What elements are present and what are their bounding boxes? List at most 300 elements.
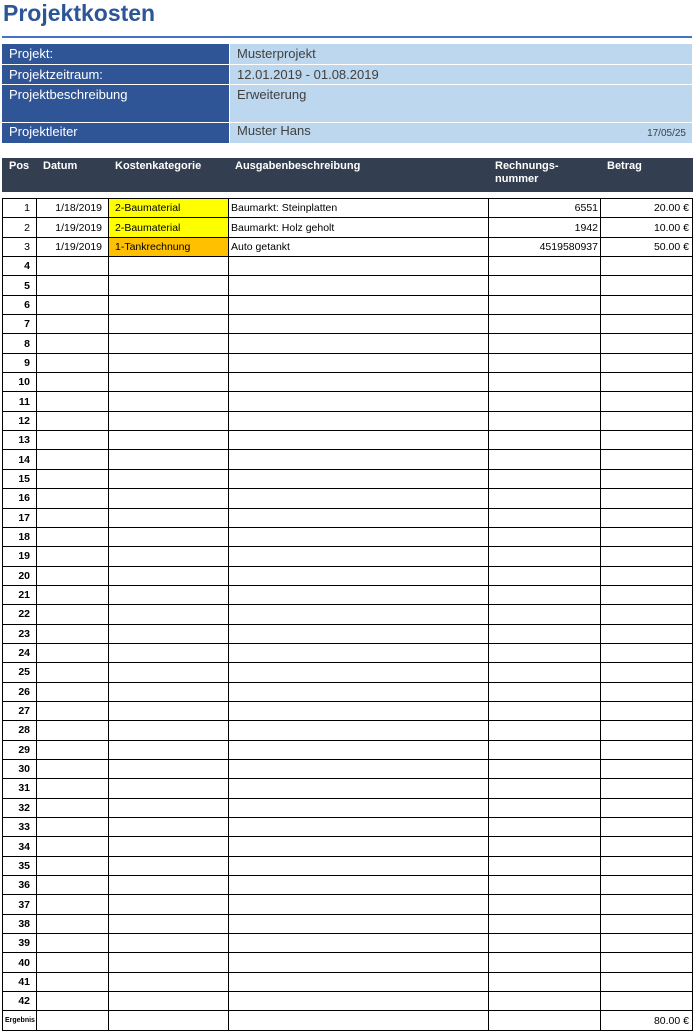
cell-beschreibung[interactable] xyxy=(229,450,489,469)
cell-datum[interactable] xyxy=(37,972,109,991)
cell-pos[interactable]: 31 xyxy=(3,779,37,798)
cell-pos[interactable]: 25 xyxy=(3,663,37,682)
header-kategorie: Kostenkategorie xyxy=(109,159,229,192)
cell-betrag[interactable]: 20.00 € xyxy=(601,199,693,218)
cell-rechnungsnummer[interactable]: 4519580937 xyxy=(489,237,601,256)
cell-beschreibung[interactable] xyxy=(229,353,489,372)
cell-pos[interactable]: 38 xyxy=(3,914,37,933)
cell-beschreibung[interactable] xyxy=(229,972,489,991)
header-gap xyxy=(3,192,693,199)
cell-beschreibung[interactable] xyxy=(229,392,489,411)
cell-rechnungsnummer[interactable] xyxy=(489,701,601,720)
cell-pos[interactable]: 9 xyxy=(3,353,37,372)
cell-pos[interactable]: 42 xyxy=(3,992,37,1011)
cell-kategorie[interactable] xyxy=(109,469,229,488)
cell-pos[interactable]: 10 xyxy=(3,373,37,392)
cell-beschreibung[interactable] xyxy=(229,934,489,953)
table-row xyxy=(3,373,693,392)
total-empty-cell xyxy=(489,1011,601,1030)
cell-betrag[interactable] xyxy=(601,469,693,488)
cell-kategorie[interactable] xyxy=(109,257,229,276)
cell-beschreibung[interactable] xyxy=(229,295,489,314)
cell-kategorie[interactable] xyxy=(109,508,229,527)
cell-pos[interactable]: 41 xyxy=(3,972,37,991)
cell-kategorie[interactable] xyxy=(109,818,229,837)
cell-pos[interactable]: 4 xyxy=(3,257,37,276)
cell-datum[interactable] xyxy=(37,837,109,856)
cell-rechnungsnummer[interactable] xyxy=(489,837,601,856)
cell-pos[interactable]: 34 xyxy=(3,837,37,856)
cell-datum[interactable] xyxy=(37,508,109,527)
project-date: 17/05/25 xyxy=(647,128,686,139)
cell-betrag[interactable] xyxy=(601,276,693,295)
table-row xyxy=(3,276,693,295)
cell-pos[interactable]: 11 xyxy=(3,392,37,411)
cell-pos[interactable]: 39 xyxy=(3,934,37,953)
cell-kategorie[interactable] xyxy=(109,663,229,682)
cell-betrag[interactable] xyxy=(601,895,693,914)
cell-beschreibung[interactable] xyxy=(229,914,489,933)
cell-rechnungsnummer[interactable] xyxy=(489,469,601,488)
cell-beschreibung[interactable] xyxy=(229,740,489,759)
cell-datum[interactable] xyxy=(37,992,109,1011)
cell-rechnungsnummer[interactable] xyxy=(489,353,601,372)
cell-rechnungsnummer[interactable] xyxy=(489,663,601,682)
table-row xyxy=(3,334,693,353)
cell-betrag[interactable] xyxy=(601,663,693,682)
cell-datum[interactable] xyxy=(37,585,109,604)
cell-datum[interactable] xyxy=(37,450,109,469)
cell-beschreibung[interactable] xyxy=(229,547,489,566)
cell-pos[interactable]: 23 xyxy=(3,624,37,643)
cell-rechnungsnummer[interactable] xyxy=(489,411,601,430)
cell-pos[interactable]: 35 xyxy=(3,856,37,875)
cell-beschreibung[interactable] xyxy=(229,759,489,778)
cell-datum[interactable] xyxy=(37,489,109,508)
cell-pos[interactable]: 6 xyxy=(3,295,37,314)
cell-rechnungsnummer[interactable] xyxy=(489,856,601,875)
cell-rechnungsnummer[interactable] xyxy=(489,547,601,566)
cell-datum[interactable] xyxy=(37,257,109,276)
table-row xyxy=(3,643,693,662)
cell-rechnungsnummer[interactable] xyxy=(489,334,601,353)
cell-pos[interactable]: 33 xyxy=(3,818,37,837)
table-row xyxy=(3,315,693,334)
table-row xyxy=(3,566,693,585)
project-name-row xyxy=(2,44,692,65)
cell-beschreibung[interactable] xyxy=(229,682,489,701)
cell-beschreibung[interactable] xyxy=(229,779,489,798)
cell-betrag[interactable]: 10.00 € xyxy=(601,218,693,237)
cell-datum[interactable] xyxy=(37,934,109,953)
cell-pos[interactable]: 3 xyxy=(3,237,37,256)
table-row xyxy=(3,953,693,972)
cell-rechnungsnummer[interactable] xyxy=(489,624,601,643)
cell-betrag[interactable] xyxy=(601,257,693,276)
cell-pos[interactable]: 27 xyxy=(3,701,37,720)
cell-kategorie[interactable]: 2-Baumaterial xyxy=(109,218,229,237)
cell-pos[interactable]: 40 xyxy=(3,953,37,972)
cell-pos[interactable]: 37 xyxy=(3,895,37,914)
cell-betrag[interactable] xyxy=(601,682,693,701)
project-lead-value xyxy=(229,123,692,143)
cell-datum[interactable] xyxy=(37,914,109,933)
cell-rechnungsnummer[interactable] xyxy=(489,489,601,508)
cell-datum[interactable] xyxy=(37,953,109,972)
cell-rechnungsnummer[interactable] xyxy=(489,895,601,914)
cell-datum[interactable] xyxy=(37,818,109,837)
cell-datum[interactable] xyxy=(37,469,109,488)
cell-rechnungsnummer[interactable] xyxy=(489,315,601,334)
table-row xyxy=(3,779,693,798)
table-row xyxy=(3,992,693,1011)
cell-kategorie[interactable] xyxy=(109,934,229,953)
cell-datum[interactable] xyxy=(37,315,109,334)
cell-datum[interactable] xyxy=(37,373,109,392)
table-row xyxy=(3,856,693,875)
cell-beschreibung[interactable] xyxy=(229,721,489,740)
cell-betrag[interactable] xyxy=(601,643,693,662)
cell-rechnungsnummer[interactable] xyxy=(489,798,601,817)
cell-beschreibung[interactable] xyxy=(229,508,489,527)
cell-beschreibung[interactable] xyxy=(229,992,489,1011)
cell-rechnungsnummer[interactable] xyxy=(489,527,601,546)
table-row xyxy=(3,450,693,469)
cell-betrag[interactable] xyxy=(601,489,693,508)
cell-datum[interactable] xyxy=(37,392,109,411)
cell-betrag[interactable] xyxy=(601,527,693,546)
cell-beschreibung[interactable] xyxy=(229,798,489,817)
cell-rechnungsnummer[interactable] xyxy=(489,643,601,662)
cell-beschreibung[interactable] xyxy=(229,856,489,875)
cell-pos[interactable]: 21 xyxy=(3,585,37,604)
cell-datum[interactable] xyxy=(37,740,109,759)
cell-betrag[interactable] xyxy=(601,547,693,566)
cell-pos[interactable]: 19 xyxy=(3,547,37,566)
cell-datum[interactable] xyxy=(37,682,109,701)
cell-pos[interactable]: 18 xyxy=(3,527,37,546)
cell-rechnungsnummer[interactable] xyxy=(489,585,601,604)
cell-pos[interactable]: 32 xyxy=(3,798,37,817)
project-lead-name[interactable]: Muster Hans xyxy=(237,123,311,138)
cell-beschreibung[interactable] xyxy=(229,276,489,295)
cell-datum[interactable] xyxy=(37,547,109,566)
cell-kategorie[interactable] xyxy=(109,682,229,701)
cell-rechnungsnummer[interactable]: 6551 xyxy=(489,199,601,218)
cell-datum[interactable] xyxy=(37,759,109,778)
cell-kategorie[interactable] xyxy=(109,315,229,334)
cell-kategorie[interactable] xyxy=(109,527,229,546)
cell-betrag[interactable] xyxy=(601,450,693,469)
cell-beschreibung[interactable] xyxy=(229,431,489,450)
cell-pos[interactable]: 16 xyxy=(3,489,37,508)
cost-table xyxy=(2,158,693,1031)
table-row xyxy=(3,527,693,546)
cell-kategorie[interactable] xyxy=(109,489,229,508)
cell-beschreibung[interactable] xyxy=(229,469,489,488)
cell-kategorie[interactable] xyxy=(109,353,229,372)
cell-rechnungsnummer[interactable] xyxy=(489,276,601,295)
cell-datum[interactable] xyxy=(37,856,109,875)
cell-rechnungsnummer[interactable] xyxy=(489,295,601,314)
cell-betrag[interactable] xyxy=(601,876,693,895)
cell-rechnungsnummer[interactable] xyxy=(489,450,601,469)
cell-betrag[interactable] xyxy=(601,295,693,314)
cell-beschreibung[interactable] xyxy=(229,643,489,662)
cell-datum[interactable] xyxy=(37,605,109,624)
cell-kategorie[interactable] xyxy=(109,721,229,740)
cell-beschreibung[interactable] xyxy=(229,527,489,546)
cell-betrag[interactable]: 50.00 € xyxy=(601,237,693,256)
cell-betrag[interactable] xyxy=(601,740,693,759)
table-row xyxy=(3,547,693,566)
cell-datum[interactable] xyxy=(37,643,109,662)
cell-pos[interactable]: 7 xyxy=(3,315,37,334)
cell-pos[interactable]: 5 xyxy=(3,276,37,295)
cell-beschreibung[interactable] xyxy=(229,605,489,624)
cell-kategorie[interactable] xyxy=(109,876,229,895)
cell-beschreibung[interactable] xyxy=(229,373,489,392)
cell-datum[interactable] xyxy=(37,895,109,914)
cell-betrag[interactable] xyxy=(601,624,693,643)
cell-rechnungsnummer[interactable] xyxy=(489,508,601,527)
cell-pos[interactable]: 8 xyxy=(3,334,37,353)
cell-rechnungsnummer[interactable] xyxy=(489,566,601,585)
cell-kategorie[interactable] xyxy=(109,295,229,314)
cell-rechnungsnummer[interactable] xyxy=(489,392,601,411)
cell-beschreibung[interactable]: Baumarkt: Steinplatten xyxy=(229,199,489,218)
cell-datum[interactable] xyxy=(37,566,109,585)
cell-pos[interactable]: 17 xyxy=(3,508,37,527)
cell-kategorie[interactable] xyxy=(109,431,229,450)
table-row xyxy=(3,508,693,527)
table-row xyxy=(3,624,693,643)
cell-rechnungsnummer[interactable]: 1942 xyxy=(489,218,601,237)
cell-beschreibung[interactable]: Auto getankt xyxy=(229,237,489,256)
cell-kategorie[interactable] xyxy=(109,547,229,566)
project-lead-label: Projektleiter xyxy=(2,123,229,143)
cell-pos[interactable]: 24 xyxy=(3,643,37,662)
page-title: Projektkosten xyxy=(3,0,156,26)
cell-kategorie[interactable] xyxy=(109,276,229,295)
cell-datum[interactable] xyxy=(37,798,109,817)
cell-pos[interactable]: 15 xyxy=(3,469,37,488)
cell-betrag[interactable] xyxy=(601,392,693,411)
header-rechnungsnummer: Rechnungs- nummer xyxy=(489,159,601,192)
cell-kategorie[interactable] xyxy=(109,605,229,624)
cell-pos[interactable]: 2 xyxy=(3,218,37,237)
cell-pos[interactable]: 22 xyxy=(3,605,37,624)
cell-datum[interactable] xyxy=(37,334,109,353)
table-row xyxy=(3,411,693,430)
cell-pos[interactable]: 13 xyxy=(3,431,37,450)
table-row xyxy=(3,759,693,778)
project-name-value[interactable]: Musterprojekt xyxy=(229,44,692,64)
cell-kategorie[interactable] xyxy=(109,798,229,817)
cell-kategorie[interactable] xyxy=(109,953,229,972)
cell-betrag[interactable] xyxy=(601,431,693,450)
cell-datum[interactable] xyxy=(37,411,109,430)
table-row xyxy=(3,740,693,759)
project-lead-row xyxy=(2,123,692,143)
cell-kategorie[interactable] xyxy=(109,759,229,778)
cell-pos[interactable]: 20 xyxy=(3,566,37,585)
cell-datum[interactable] xyxy=(37,431,109,450)
cell-rechnungsnummer[interactable] xyxy=(489,373,601,392)
cell-kategorie[interactable] xyxy=(109,566,229,585)
total-empty-cell xyxy=(229,1011,489,1030)
cell-beschreibung[interactable] xyxy=(229,489,489,508)
cell-kategorie[interactable] xyxy=(109,972,229,991)
table-row xyxy=(3,295,693,314)
header-beschreibung: Ausgabenbeschreibung xyxy=(229,159,489,192)
cell-betrag[interactable] xyxy=(601,721,693,740)
cell-betrag[interactable] xyxy=(601,566,693,585)
cell-kategorie[interactable] xyxy=(109,585,229,604)
cell-betrag[interactable] xyxy=(601,914,693,933)
table-row xyxy=(3,431,693,450)
cell-kategorie[interactable] xyxy=(109,334,229,353)
cell-beschreibung[interactable] xyxy=(229,701,489,720)
cell-kategorie[interactable] xyxy=(109,779,229,798)
cell-betrag[interactable] xyxy=(601,353,693,372)
cell-rechnungsnummer[interactable] xyxy=(489,818,601,837)
cell-beschreibung[interactable] xyxy=(229,895,489,914)
cell-rechnungsnummer[interactable] xyxy=(489,682,601,701)
cell-beschreibung[interactable] xyxy=(229,257,489,276)
cell-rechnungsnummer[interactable] xyxy=(489,972,601,991)
table-row xyxy=(3,237,693,256)
cell-betrag[interactable] xyxy=(601,992,693,1011)
cell-kategorie[interactable] xyxy=(109,624,229,643)
cell-beschreibung[interactable] xyxy=(229,315,489,334)
title-divider xyxy=(2,36,692,38)
cell-datum[interactable]: 1/19/2019 xyxy=(37,218,109,237)
cell-rechnungsnummer[interactable] xyxy=(489,257,601,276)
cell-kategorie[interactable] xyxy=(109,914,229,933)
cell-datum[interactable] xyxy=(37,663,109,682)
cell-kategorie[interactable] xyxy=(109,837,229,856)
cell-beschreibung[interactable] xyxy=(229,585,489,604)
cell-pos[interactable]: 26 xyxy=(3,682,37,701)
cell-kategorie[interactable] xyxy=(109,701,229,720)
table-row xyxy=(3,837,693,856)
table-row xyxy=(3,489,693,508)
cell-betrag[interactable] xyxy=(601,972,693,991)
cell-beschreibung[interactable]: Baumarkt: Holz geholt xyxy=(229,218,489,237)
cell-datum[interactable]: 1/19/2019 xyxy=(37,237,109,256)
cell-betrag[interactable] xyxy=(601,837,693,856)
cell-rechnungsnummer[interactable] xyxy=(489,431,601,450)
cell-beschreibung[interactable] xyxy=(229,566,489,585)
cell-rechnungsnummer[interactable] xyxy=(489,740,601,759)
cell-betrag[interactable] xyxy=(601,605,693,624)
cell-pos[interactable]: 12 xyxy=(3,411,37,430)
cell-kategorie[interactable]: 1-Tankrechnung xyxy=(109,237,229,256)
cell-kategorie[interactable] xyxy=(109,856,229,875)
cell-beschreibung[interactable] xyxy=(229,624,489,643)
cell-beschreibung[interactable] xyxy=(229,953,489,972)
cell-beschreibung[interactable] xyxy=(229,663,489,682)
cell-datum[interactable] xyxy=(37,721,109,740)
cell-rechnungsnummer[interactable] xyxy=(489,779,601,798)
cell-betrag[interactable] xyxy=(601,701,693,720)
cell-rechnungsnummer[interactable] xyxy=(489,759,601,778)
project-description-row xyxy=(2,85,692,123)
cell-datum[interactable] xyxy=(37,527,109,546)
cell-datum[interactable] xyxy=(37,353,109,372)
cell-kategorie[interactable] xyxy=(109,895,229,914)
cell-betrag[interactable] xyxy=(601,798,693,817)
cell-rechnungsnummer[interactable] xyxy=(489,605,601,624)
project-period-value[interactable]: 12.01.2019 - 01.08.2019 xyxy=(229,65,692,84)
cell-kategorie[interactable] xyxy=(109,373,229,392)
cell-beschreibung[interactable] xyxy=(229,837,489,856)
cell-kategorie[interactable] xyxy=(109,411,229,430)
cell-datum[interactable] xyxy=(37,276,109,295)
cell-pos[interactable]: 30 xyxy=(3,759,37,778)
table-row xyxy=(3,353,693,372)
cell-pos[interactable]: 14 xyxy=(3,450,37,469)
cell-betrag[interactable] xyxy=(601,334,693,353)
cell-betrag[interactable] xyxy=(601,373,693,392)
project-info xyxy=(2,44,692,143)
cell-pos[interactable]: 29 xyxy=(3,740,37,759)
cell-pos[interactable]: 36 xyxy=(3,876,37,895)
cell-datum[interactable] xyxy=(37,295,109,314)
cell-betrag[interactable] xyxy=(601,315,693,334)
cell-datum[interactable]: 1/18/2019 xyxy=(37,199,109,218)
cell-beschreibung[interactable] xyxy=(229,411,489,430)
cell-kategorie[interactable] xyxy=(109,392,229,411)
cell-betrag[interactable] xyxy=(601,585,693,604)
cell-betrag[interactable] xyxy=(601,508,693,527)
cell-rechnungsnummer[interactable] xyxy=(489,953,601,972)
cell-kategorie[interactable] xyxy=(109,992,229,1011)
cell-betrag[interactable] xyxy=(601,779,693,798)
cell-betrag[interactable] xyxy=(601,759,693,778)
cell-rechnungsnummer[interactable] xyxy=(489,992,601,1011)
cell-rechnungsnummer[interactable] xyxy=(489,876,601,895)
cell-datum[interactable] xyxy=(37,701,109,720)
cell-kategorie[interactable]: 2-Baumaterial xyxy=(109,199,229,218)
cell-betrag[interactable] xyxy=(601,411,693,430)
cell-rechnungsnummer[interactable] xyxy=(489,934,601,953)
cell-betrag[interactable] xyxy=(601,856,693,875)
cell-rechnungsnummer[interactable] xyxy=(489,914,601,933)
cell-datum[interactable] xyxy=(37,624,109,643)
cell-kategorie[interactable] xyxy=(109,740,229,759)
table-row xyxy=(3,257,693,276)
cell-betrag[interactable] xyxy=(601,953,693,972)
cell-beschreibung[interactable] xyxy=(229,334,489,353)
cell-datum[interactable] xyxy=(37,779,109,798)
table-row xyxy=(3,798,693,817)
cell-rechnungsnummer[interactable] xyxy=(489,721,601,740)
cell-datum[interactable] xyxy=(37,876,109,895)
project-description-value[interactable]: Erweiterung xyxy=(229,85,692,122)
cell-kategorie[interactable] xyxy=(109,450,229,469)
cell-pos[interactable]: 28 xyxy=(3,721,37,740)
cell-pos[interactable]: 1 xyxy=(3,199,37,218)
cell-beschreibung[interactable] xyxy=(229,876,489,895)
cell-betrag[interactable] xyxy=(601,818,693,837)
cell-betrag[interactable] xyxy=(601,934,693,953)
cell-beschreibung[interactable] xyxy=(229,818,489,837)
table-row xyxy=(3,914,693,933)
table-row xyxy=(3,469,693,488)
cell-kategorie[interactable] xyxy=(109,643,229,662)
